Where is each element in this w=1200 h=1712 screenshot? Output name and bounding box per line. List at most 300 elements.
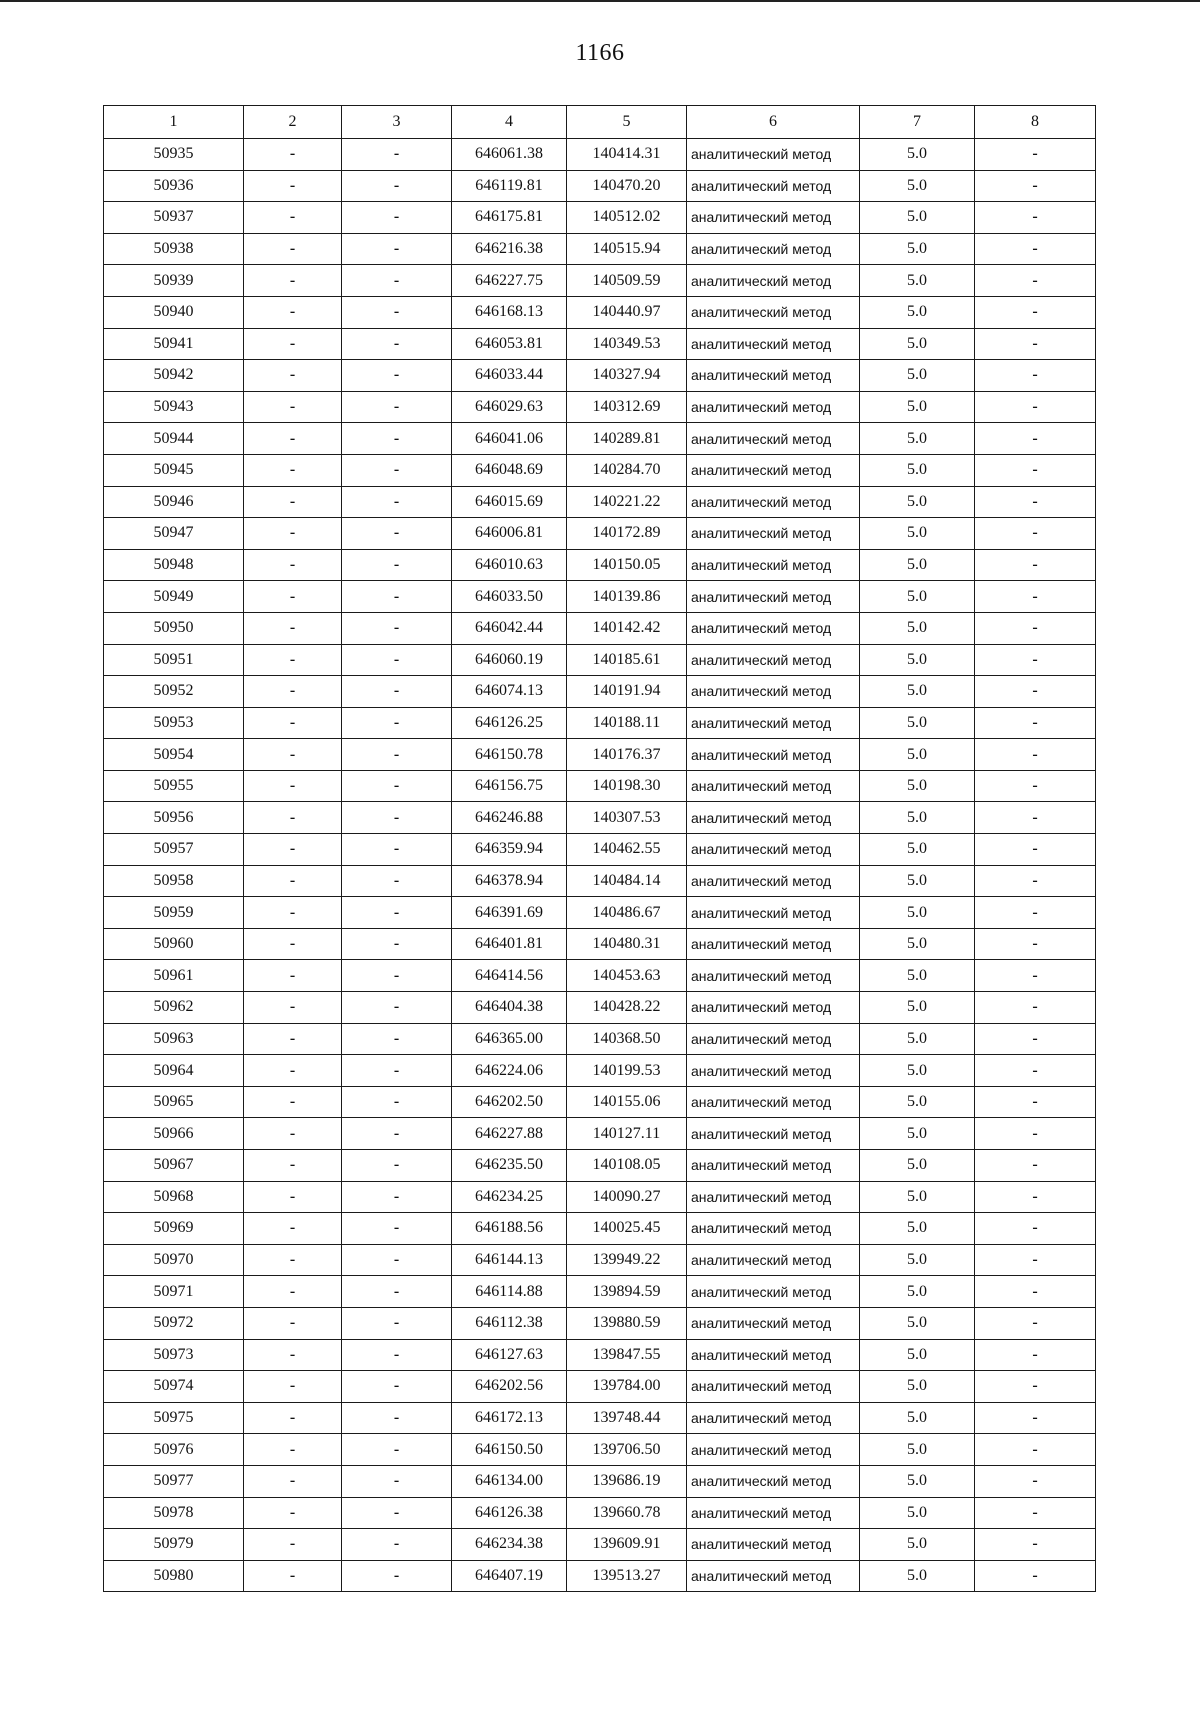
accuracy-cell: 5.0 (860, 233, 975, 265)
x-coordinate-cell: 646168.13 (452, 296, 567, 328)
col3-cell: - (342, 170, 452, 202)
col8-cell: - (975, 1118, 1096, 1150)
table-row (104, 1023, 1096, 1055)
accuracy-cell: 5.0 (860, 644, 975, 676)
y-coordinate-cell: 140509.59 (567, 265, 687, 297)
col2-cell: - (244, 170, 342, 202)
accuracy-cell: 5.0 (860, 1307, 975, 1339)
method-cell: аналитический метод (687, 739, 860, 771)
col3-cell: - (342, 1402, 452, 1434)
col8-cell: - (975, 707, 1096, 739)
y-coordinate-cell: 140368.50 (567, 1023, 687, 1055)
col2-cell: - (244, 802, 342, 834)
accuracy-cell: 5.0 (860, 992, 975, 1024)
point-id-cell: 50979 (104, 1529, 244, 1561)
col2-cell: - (244, 1086, 342, 1118)
table-row (104, 170, 1096, 202)
y-coordinate-cell: 140312.69 (567, 391, 687, 423)
x-coordinate-cell: 646235.50 (452, 1150, 567, 1182)
col8-cell: - (975, 612, 1096, 644)
col2-cell: - (244, 1339, 342, 1371)
accuracy-cell: 5.0 (860, 1023, 975, 1055)
accuracy-cell: 5.0 (860, 360, 975, 392)
method-cell: аналитический метод (687, 865, 860, 897)
col8-cell: - (975, 1150, 1096, 1182)
x-coordinate-cell: 646134.00 (452, 1465, 567, 1497)
point-id-cell: 50962 (104, 992, 244, 1024)
table-row (104, 423, 1096, 455)
point-id-cell: 50964 (104, 1055, 244, 1087)
col3-cell: - (342, 1150, 452, 1182)
table-row (104, 549, 1096, 581)
col8-cell: - (975, 518, 1096, 550)
col3-cell: - (342, 549, 452, 581)
accuracy-cell: 5.0 (860, 1339, 975, 1371)
method-cell: аналитический метод (687, 265, 860, 297)
col8-cell: - (975, 992, 1096, 1024)
col2-cell: - (244, 1150, 342, 1182)
point-id-cell: 50940 (104, 296, 244, 328)
method-cell: аналитический метод (687, 676, 860, 708)
top-border-line (0, 0, 1200, 2)
method-cell: аналитический метод (687, 928, 860, 960)
col8-cell: - (975, 676, 1096, 708)
x-coordinate-cell: 646202.56 (452, 1371, 567, 1403)
accuracy-cell: 5.0 (860, 865, 975, 897)
table-row (104, 1276, 1096, 1308)
table-row (104, 612, 1096, 644)
x-coordinate-cell: 646010.63 (452, 549, 567, 581)
x-coordinate-cell: 646029.63 (452, 391, 567, 423)
col2-cell: - (244, 865, 342, 897)
table-row (104, 770, 1096, 802)
method-cell: аналитический метод (687, 834, 860, 866)
table-row (104, 1560, 1096, 1592)
col3-cell: - (342, 518, 452, 550)
point-id-cell: 50955 (104, 770, 244, 802)
accuracy-cell: 5.0 (860, 170, 975, 202)
table-row (104, 1181, 1096, 1213)
col2-cell: - (244, 486, 342, 518)
point-id-cell: 50943 (104, 391, 244, 423)
col3-cell: - (342, 960, 452, 992)
accuracy-cell: 5.0 (860, 202, 975, 234)
y-coordinate-cell: 140155.06 (567, 1086, 687, 1118)
y-coordinate-cell: 140191.94 (567, 676, 687, 708)
table-row (104, 202, 1096, 234)
x-coordinate-cell: 646246.88 (452, 802, 567, 834)
x-coordinate-cell: 646042.44 (452, 612, 567, 644)
accuracy-cell: 5.0 (860, 265, 975, 297)
point-id-cell: 50944 (104, 423, 244, 455)
col8-cell: - (975, 1023, 1096, 1055)
x-coordinate-cell: 646216.38 (452, 233, 567, 265)
col2-cell: - (244, 328, 342, 360)
col8-cell: - (975, 897, 1096, 929)
method-cell: аналитический метод (687, 897, 860, 929)
point-id-cell: 50938 (104, 233, 244, 265)
col2-cell: - (244, 581, 342, 613)
point-id-cell: 50949 (104, 581, 244, 613)
col8-cell: - (975, 1529, 1096, 1561)
col8-cell: - (975, 296, 1096, 328)
y-coordinate-cell: 140025.45 (567, 1213, 687, 1245)
col2-cell: - (244, 1118, 342, 1150)
point-id-cell: 50966 (104, 1118, 244, 1150)
point-id-cell: 50951 (104, 644, 244, 676)
y-coordinate-cell: 140470.20 (567, 170, 687, 202)
method-cell: аналитический метод (687, 1339, 860, 1371)
point-id-cell: 50957 (104, 834, 244, 866)
table-row (104, 1118, 1096, 1150)
table-row (104, 992, 1096, 1024)
col8-cell: - (975, 1086, 1096, 1118)
col8-cell: - (975, 549, 1096, 581)
col2-cell: - (244, 992, 342, 1024)
y-coordinate-cell: 139784.00 (567, 1371, 687, 1403)
method-cell: аналитический метод (687, 1560, 860, 1592)
y-coordinate-cell: 140428.22 (567, 992, 687, 1024)
col2-cell: - (244, 1497, 342, 1529)
col2-cell: - (244, 1276, 342, 1308)
method-cell: аналитический метод (687, 454, 860, 486)
col3-cell: - (342, 360, 452, 392)
method-cell: аналитический метод (687, 1023, 860, 1055)
col2-cell: - (244, 233, 342, 265)
col8-cell: - (975, 360, 1096, 392)
accuracy-cell: 5.0 (860, 296, 975, 328)
point-id-cell: 50958 (104, 865, 244, 897)
col3-cell: - (342, 770, 452, 802)
x-coordinate-cell: 646224.06 (452, 1055, 567, 1087)
y-coordinate-cell: 140414.31 (567, 139, 687, 171)
col2-cell: - (244, 897, 342, 929)
x-coordinate-cell: 646150.50 (452, 1434, 567, 1466)
col8-cell: - (975, 139, 1096, 171)
method-cell: аналитический метод (687, 1529, 860, 1561)
method-cell: аналитический метод (687, 1055, 860, 1087)
method-cell: аналитический метод (687, 1118, 860, 1150)
col3-cell: - (342, 265, 452, 297)
column-header: 5 (567, 106, 687, 139)
point-id-cell: 50963 (104, 1023, 244, 1055)
y-coordinate-cell: 140512.02 (567, 202, 687, 234)
point-id-cell: 50976 (104, 1434, 244, 1466)
x-coordinate-cell: 646234.38 (452, 1529, 567, 1561)
accuracy-cell: 5.0 (860, 1276, 975, 1308)
x-coordinate-cell: 646060.19 (452, 644, 567, 676)
column-header: 1 (104, 106, 244, 139)
table-row (104, 391, 1096, 423)
col8-cell: - (975, 328, 1096, 360)
col3-cell: - (342, 1529, 452, 1561)
table-row (104, 1339, 1096, 1371)
accuracy-cell: 5.0 (860, 518, 975, 550)
col2-cell: - (244, 1465, 342, 1497)
accuracy-cell: 5.0 (860, 1371, 975, 1403)
table-header-row (104, 106, 1096, 139)
method-cell: аналитический метод (687, 960, 860, 992)
col3-cell: - (342, 834, 452, 866)
table-row (104, 360, 1096, 392)
col8-cell: - (975, 1465, 1096, 1497)
method-cell: аналитический метод (687, 1497, 860, 1529)
table-row (104, 644, 1096, 676)
point-id-cell: 50978 (104, 1497, 244, 1529)
col3-cell: - (342, 612, 452, 644)
point-id-cell: 50973 (104, 1339, 244, 1371)
accuracy-cell: 5.0 (860, 802, 975, 834)
table-row (104, 296, 1096, 328)
y-coordinate-cell: 139949.22 (567, 1244, 687, 1276)
y-coordinate-cell: 140139.86 (567, 581, 687, 613)
table-row (104, 960, 1096, 992)
accuracy-cell: 5.0 (860, 1150, 975, 1182)
table-row (104, 1055, 1096, 1087)
method-cell: аналитический метод (687, 1244, 860, 1276)
x-coordinate-cell: 646041.06 (452, 423, 567, 455)
accuracy-cell: 5.0 (860, 1402, 975, 1434)
col8-cell: - (975, 486, 1096, 518)
table-row (104, 897, 1096, 929)
y-coordinate-cell: 140327.94 (567, 360, 687, 392)
y-coordinate-cell: 139686.19 (567, 1465, 687, 1497)
accuracy-cell: 5.0 (860, 1055, 975, 1087)
table-row (104, 1244, 1096, 1276)
x-coordinate-cell: 646033.50 (452, 581, 567, 613)
x-coordinate-cell: 646391.69 (452, 897, 567, 929)
x-coordinate-cell: 646378.94 (452, 865, 567, 897)
accuracy-cell: 5.0 (860, 1213, 975, 1245)
col8-cell: - (975, 391, 1096, 423)
method-cell: аналитический метод (687, 423, 860, 455)
method-cell: аналитический метод (687, 612, 860, 644)
col8-cell: - (975, 1307, 1096, 1339)
point-id-cell: 50970 (104, 1244, 244, 1276)
col8-cell: - (975, 1213, 1096, 1245)
col2-cell: - (244, 296, 342, 328)
accuracy-cell: 5.0 (860, 676, 975, 708)
col8-cell: - (975, 1339, 1096, 1371)
y-coordinate-cell: 140284.70 (567, 454, 687, 486)
point-id-cell: 50956 (104, 802, 244, 834)
x-coordinate-cell: 646053.81 (452, 328, 567, 360)
col2-cell: - (244, 454, 342, 486)
col3-cell: - (342, 1118, 452, 1150)
table-row (104, 1086, 1096, 1118)
accuracy-cell: 5.0 (860, 1244, 975, 1276)
x-coordinate-cell: 646401.81 (452, 928, 567, 960)
y-coordinate-cell: 140150.05 (567, 549, 687, 581)
point-id-cell: 50971 (104, 1276, 244, 1308)
x-coordinate-cell: 646126.38 (452, 1497, 567, 1529)
x-coordinate-cell: 646015.69 (452, 486, 567, 518)
x-coordinate-cell: 646112.38 (452, 1307, 567, 1339)
table-row (104, 928, 1096, 960)
y-coordinate-cell: 139894.59 (567, 1276, 687, 1308)
col2-cell: - (244, 1244, 342, 1276)
method-cell: аналитический метод (687, 1181, 860, 1213)
col8-cell: - (975, 1402, 1096, 1434)
col3-cell: - (342, 707, 452, 739)
col2-cell: - (244, 1307, 342, 1339)
column-header: 6 (687, 106, 860, 139)
point-id-cell: 50937 (104, 202, 244, 234)
table-row (104, 518, 1096, 550)
point-id-cell: 50961 (104, 960, 244, 992)
col2-cell: - (244, 960, 342, 992)
col3-cell: - (342, 1497, 452, 1529)
point-id-cell: 50948 (104, 549, 244, 581)
y-coordinate-cell: 139609.91 (567, 1529, 687, 1561)
x-coordinate-cell: 646061.38 (452, 139, 567, 171)
table-row (104, 865, 1096, 897)
col2-cell: - (244, 928, 342, 960)
table-row (104, 707, 1096, 739)
col2-cell: - (244, 739, 342, 771)
y-coordinate-cell: 140453.63 (567, 960, 687, 992)
col8-cell: - (975, 865, 1096, 897)
y-coordinate-cell: 140142.42 (567, 612, 687, 644)
x-coordinate-cell: 646407.19 (452, 1560, 567, 1592)
col3-cell: - (342, 1055, 452, 1087)
method-cell: аналитический метод (687, 391, 860, 423)
col8-cell: - (975, 1434, 1096, 1466)
method-cell: аналитический метод (687, 202, 860, 234)
method-cell: аналитический метод (687, 1465, 860, 1497)
column-header: 2 (244, 106, 342, 139)
y-coordinate-cell: 140515.94 (567, 233, 687, 265)
point-id-cell: 50945 (104, 454, 244, 486)
col8-cell: - (975, 802, 1096, 834)
point-id-cell: 50950 (104, 612, 244, 644)
y-coordinate-cell: 140185.61 (567, 644, 687, 676)
accuracy-cell: 5.0 (860, 454, 975, 486)
y-coordinate-cell: 140176.37 (567, 739, 687, 771)
point-id-cell: 50969 (104, 1213, 244, 1245)
table-row (104, 1529, 1096, 1561)
col3-cell: - (342, 328, 452, 360)
col2-cell: - (244, 139, 342, 171)
point-id-cell: 50959 (104, 897, 244, 929)
col2-cell: - (244, 1402, 342, 1434)
accuracy-cell: 5.0 (860, 739, 975, 771)
col3-cell: - (342, 1371, 452, 1403)
col3-cell: - (342, 202, 452, 234)
col8-cell: - (975, 1371, 1096, 1403)
y-coordinate-cell: 140307.53 (567, 802, 687, 834)
col8-cell: - (975, 265, 1096, 297)
accuracy-cell: 5.0 (860, 139, 975, 171)
point-id-cell: 50939 (104, 265, 244, 297)
y-coordinate-cell: 140480.31 (567, 928, 687, 960)
point-id-cell: 50935 (104, 139, 244, 171)
point-id-cell: 50947 (104, 518, 244, 550)
table-row (104, 676, 1096, 708)
point-id-cell: 50936 (104, 170, 244, 202)
col8-cell: - (975, 1055, 1096, 1087)
col8-cell: - (975, 644, 1096, 676)
y-coordinate-cell: 139748.44 (567, 1402, 687, 1434)
col8-cell: - (975, 1181, 1096, 1213)
accuracy-cell: 5.0 (860, 1086, 975, 1118)
col3-cell: - (342, 865, 452, 897)
col2-cell: - (244, 423, 342, 455)
col2-cell: - (244, 676, 342, 708)
col2-cell: - (244, 202, 342, 234)
col3-cell: - (342, 644, 452, 676)
y-coordinate-cell: 139660.78 (567, 1497, 687, 1529)
col2-cell: - (244, 612, 342, 644)
col3-cell: - (342, 1181, 452, 1213)
page-number: 1166 (575, 40, 625, 66)
col8-cell: - (975, 770, 1096, 802)
point-id-cell: 50953 (104, 707, 244, 739)
method-cell: аналитический метод (687, 486, 860, 518)
y-coordinate-cell: 140199.53 (567, 1055, 687, 1087)
col8-cell: - (975, 1276, 1096, 1308)
y-coordinate-cell: 140221.22 (567, 486, 687, 518)
point-id-cell: 50941 (104, 328, 244, 360)
col8-cell: - (975, 202, 1096, 234)
col2-cell: - (244, 518, 342, 550)
col3-cell: - (342, 802, 452, 834)
method-cell: аналитический метод (687, 139, 860, 171)
x-coordinate-cell: 646227.88 (452, 1118, 567, 1150)
x-coordinate-cell: 646048.69 (452, 454, 567, 486)
table-row (104, 802, 1096, 834)
accuracy-cell: 5.0 (860, 391, 975, 423)
x-coordinate-cell: 646234.25 (452, 1181, 567, 1213)
col2-cell: - (244, 1055, 342, 1087)
accuracy-cell: 5.0 (860, 1529, 975, 1561)
method-cell: аналитический метод (687, 644, 860, 676)
point-id-cell: 50980 (104, 1560, 244, 1592)
y-coordinate-cell: 140127.11 (567, 1118, 687, 1150)
col3-cell: - (342, 1023, 452, 1055)
accuracy-cell: 5.0 (860, 486, 975, 518)
x-coordinate-cell: 646114.88 (452, 1276, 567, 1308)
method-cell: аналитический метод (687, 1402, 860, 1434)
col3-cell: - (342, 897, 452, 929)
col3-cell: - (342, 1086, 452, 1118)
x-coordinate-cell: 646414.56 (452, 960, 567, 992)
point-id-cell: 50975 (104, 1402, 244, 1434)
col2-cell: - (244, 1371, 342, 1403)
column-header: 7 (860, 106, 975, 139)
method-cell: аналитический метод (687, 581, 860, 613)
col3-cell: - (342, 233, 452, 265)
col3-cell: - (342, 1244, 452, 1276)
col8-cell: - (975, 1244, 1096, 1276)
col3-cell: - (342, 391, 452, 423)
method-cell: аналитический метод (687, 992, 860, 1024)
col2-cell: - (244, 834, 342, 866)
accuracy-cell: 5.0 (860, 1434, 975, 1466)
accuracy-cell: 5.0 (860, 834, 975, 866)
y-coordinate-cell: 140349.53 (567, 328, 687, 360)
x-coordinate-cell: 646126.25 (452, 707, 567, 739)
x-coordinate-cell: 646033.44 (452, 360, 567, 392)
coordinates-table (103, 105, 1096, 1592)
column-header: 8 (975, 106, 1096, 139)
table-row (104, 265, 1096, 297)
method-cell: аналитический метод (687, 707, 860, 739)
accuracy-cell: 5.0 (860, 423, 975, 455)
col2-cell: - (244, 360, 342, 392)
x-coordinate-cell: 646144.13 (452, 1244, 567, 1276)
y-coordinate-cell: 140289.81 (567, 423, 687, 455)
